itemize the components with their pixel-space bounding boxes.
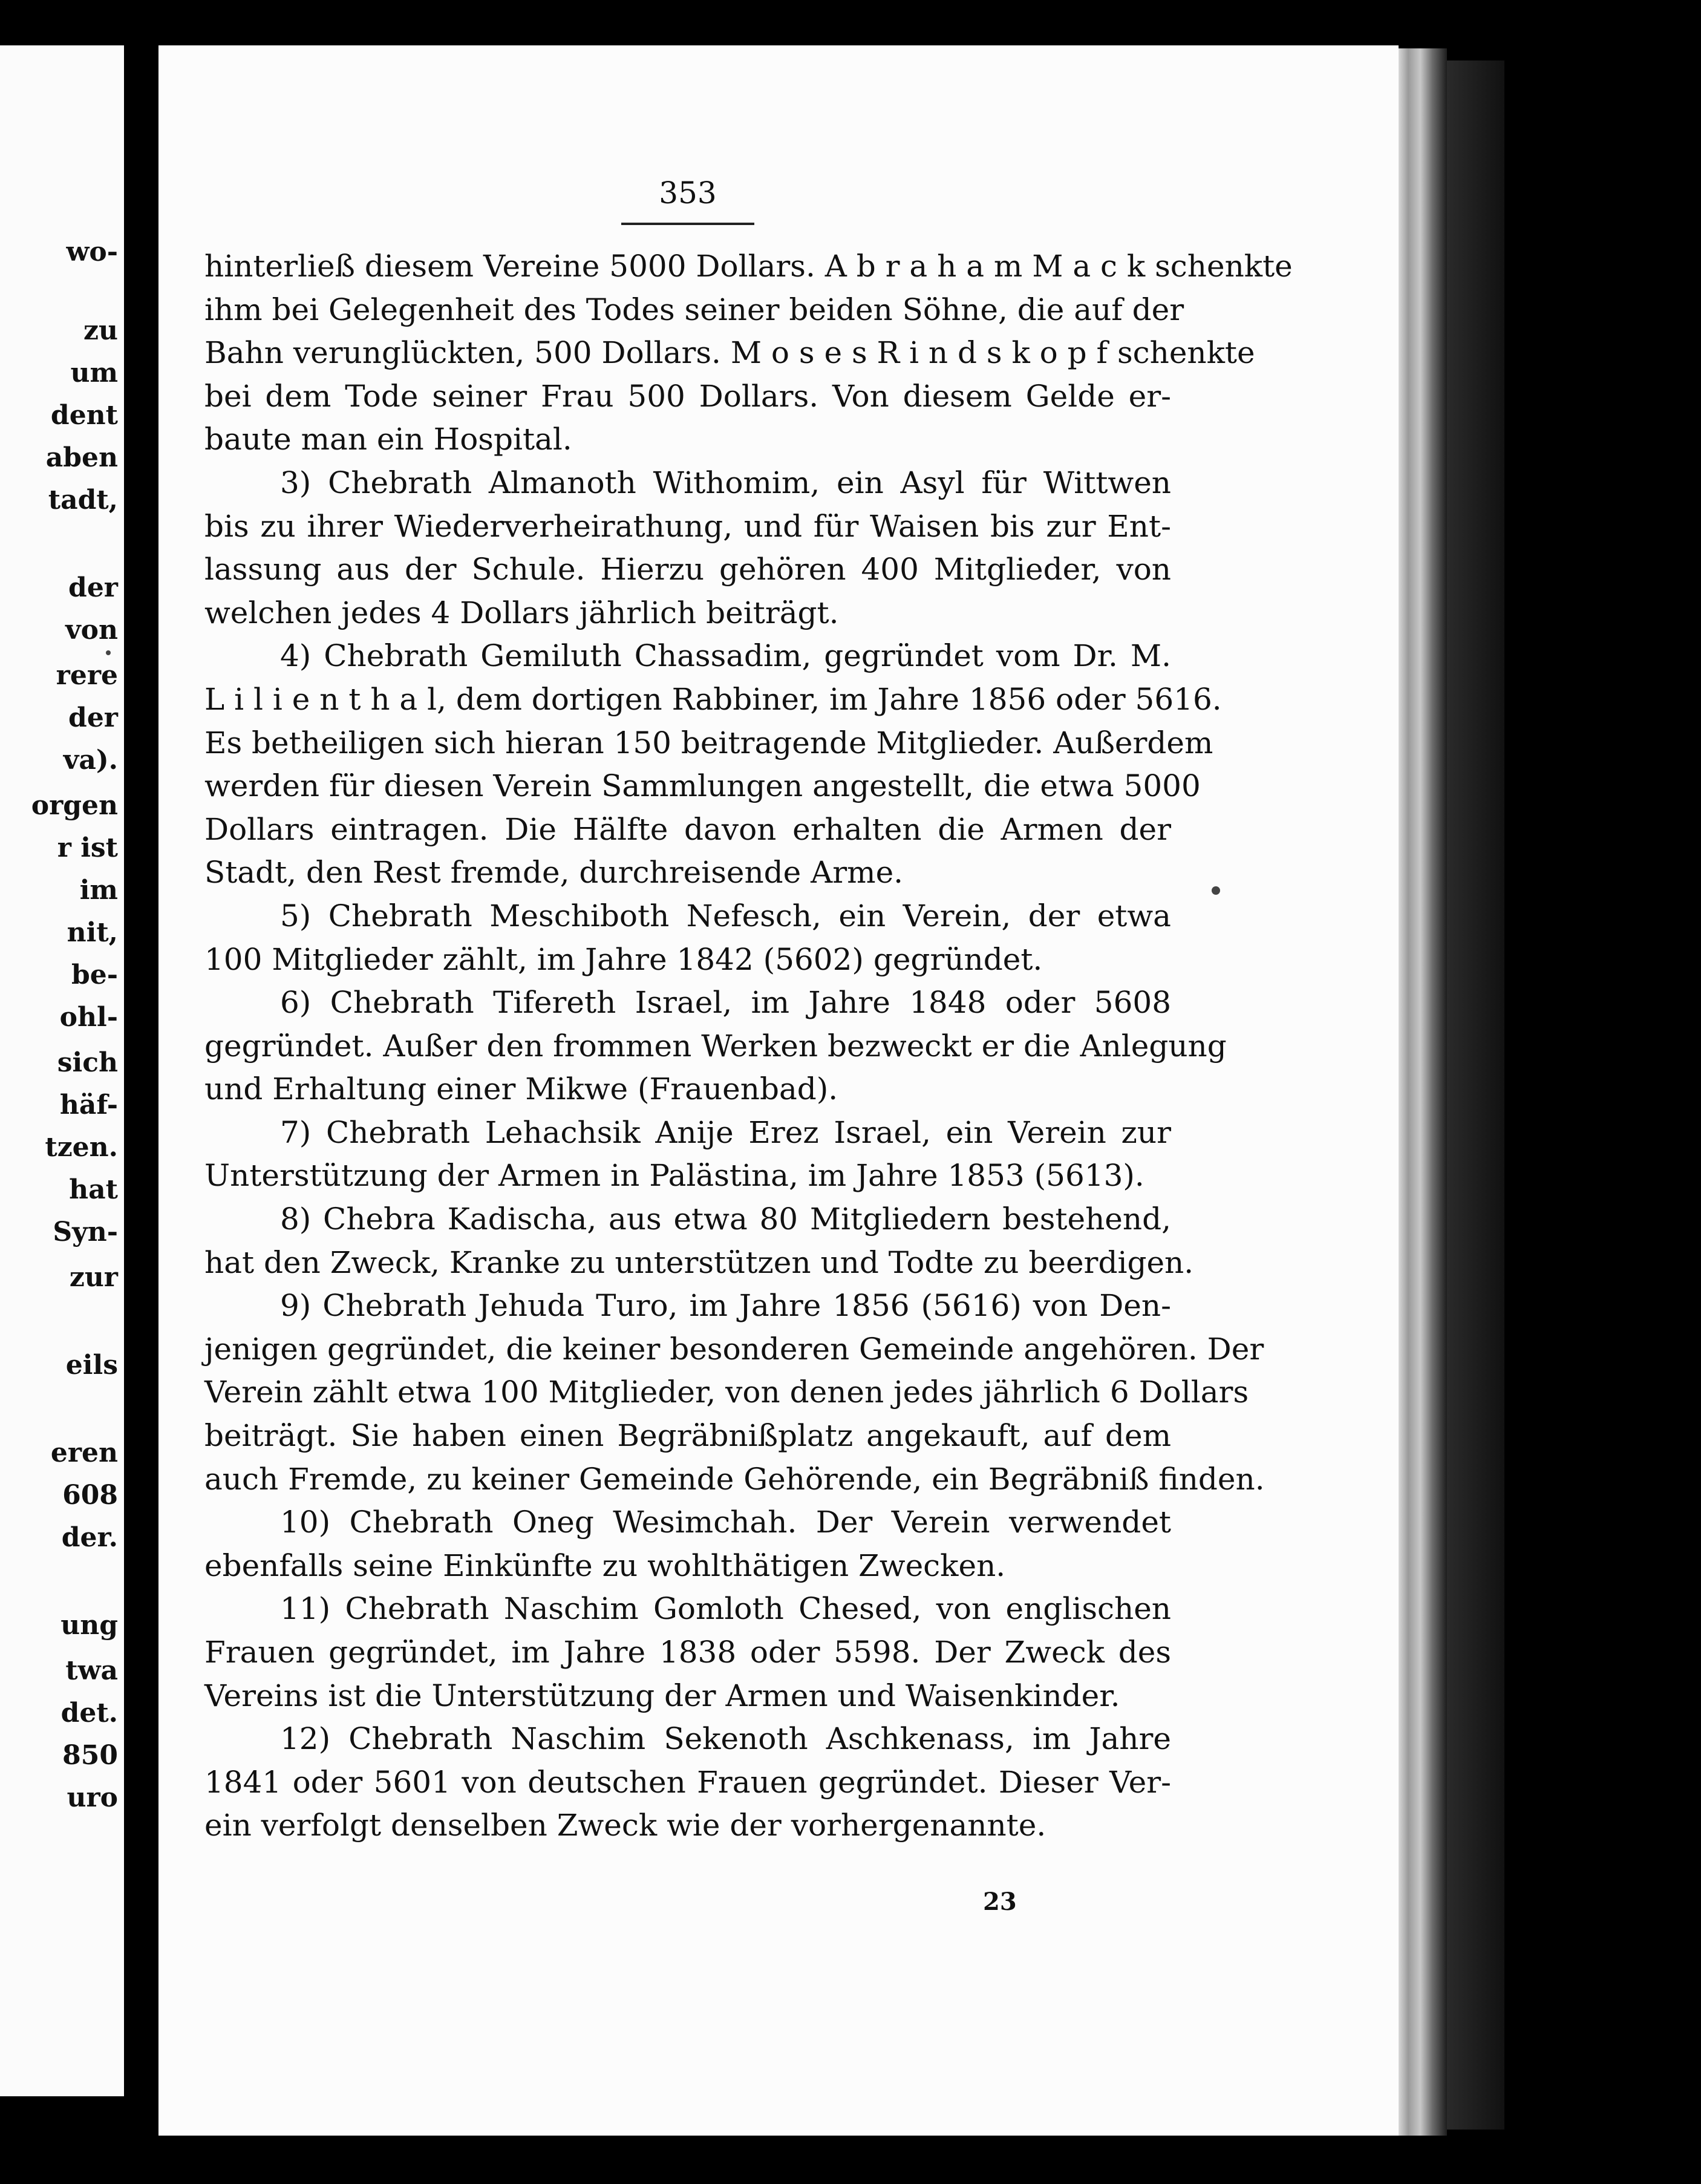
text-line: beiträgt. Sie haben einen Begräbnißplatz angekauft, auf dem	[204, 1418, 1171, 1454]
left-page-text: eils	[65, 1350, 118, 1381]
text-line: lassung aus der Schule. Hierzu gehören 400 Mitglieder, von	[204, 552, 1171, 587]
text-line: 8) Chebra Kadischa, aus etwa 80 Mitgliedern bestehend,	[280, 1202, 1171, 1237]
text-line: gegründet. Außer den frommen Werken bezweckt er die Anlegung	[204, 1028, 1227, 1064]
left-page-text: häf-	[59, 1090, 118, 1120]
text-line: Dollars eintragen. Die Hälfte davon erhalten die Armen der	[204, 811, 1171, 847]
left-page-text: zur	[69, 1262, 118, 1293]
left-page-text: be-	[71, 960, 118, 990]
left-page-fragment	[0, 45, 124, 2096]
speck	[106, 650, 111, 655]
signature-mark: 23	[983, 1888, 1017, 1916]
left-page-text: von	[65, 615, 118, 646]
text-line: baute man ein Hospital.	[204, 422, 572, 457]
text-line: hat den Zweck, Kranke zu unterstützen und Todte zu beerdigen.	[204, 1244, 1194, 1280]
text-line: Es betheiligen sich hieran 150 beitragende Mitglieder. Außerdem	[204, 725, 1213, 760]
text-line: 1841 oder 5601 von deutschen Frauen gegründet. Dieser Ver-	[204, 1764, 1171, 1800]
text-line: bis zu ihrer Wiederverheirathung, und für Waisen bis zur Ent-	[204, 508, 1171, 544]
left-page-text: r ist	[57, 832, 118, 863]
left-page-text: Syn-	[53, 1217, 118, 1247]
left-page-text: uro	[67, 1782, 118, 1813]
text-line: Stadt, den Rest fremde, durchreisende Arme.	[204, 855, 904, 891]
left-page-text: nit,	[67, 917, 118, 948]
text-line: 5) Chebrath Meschiboth Nefesch, ein Verein, der etwa	[280, 898, 1171, 933]
left-page-text: 608	[62, 1480, 118, 1511]
text-line: jenigen gegründet, die keiner besonderen Gemeinde angehören. Der	[204, 1331, 1264, 1367]
speck	[1212, 886, 1220, 895]
left-page-text: twa	[65, 1655, 118, 1686]
left-page-text: ung	[60, 1610, 118, 1641]
left-page-text: der.	[61, 1522, 118, 1553]
text-line: ein verfolgt denselben Zweck wie der vorhergenannte.	[204, 1808, 1046, 1843]
text-line: werden für diesen Verein Sammlungen angestellt, die etwa 5000	[204, 768, 1201, 804]
left-page-text: um	[70, 358, 118, 388]
left-page-text: hat	[69, 1174, 118, 1205]
left-page-text: der	[68, 572, 118, 603]
text-line: L i l i e n t h a l, dem dortigen Rabbiner, im Jahre 1856 oder 5616.	[204, 681, 1222, 717]
text-line: hinterließ diesem Vereine 5000 Dollars. A b r a h a m M a c k schenkte	[204, 249, 1293, 284]
text-line: 3) Chebrath Almanoth Withomim, ein Asyl für Wittwen	[280, 465, 1171, 500]
text-line: ebenfalls seine Einkünfte zu wohlthätigen Zwecken.	[204, 1548, 1006, 1583]
text-line: auch Fremde, zu keiner Gemeinde Gehörende, ein Begräbniß finden.	[204, 1461, 1265, 1497]
left-page-text: dent	[50, 400, 118, 431]
text-line: 10) Chebrath Oneg Wesimchah. Der Verein verwendet	[280, 1505, 1171, 1540]
text-line: 11) Chebrath Naschim Gomloth Chesed, von englischen	[280, 1591, 1171, 1627]
text-line: und Erhaltung einer Mikwe (Frauenbad).	[204, 1071, 838, 1107]
text-line: Frauen gegründet, im Jahre 1838 oder 5598. Der Zweck des	[204, 1635, 1171, 1670]
text-line: 4) Chebrath Gemiluth Chassadim, gegründet vom Dr. M.	[280, 638, 1171, 674]
book-edge	[1447, 60, 1504, 2130]
left-page-text: ohl-	[59, 1002, 118, 1033]
text-line: Vereins ist die Unterstützung der Armen und Waisenkinder.	[204, 1678, 1120, 1713]
left-page-text: wo-	[66, 237, 118, 267]
left-page-text: 850	[62, 1740, 118, 1771]
left-page-text: tzen.	[45, 1132, 118, 1163]
text-line: Bahn verunglückten, 500 Dollars. M o s e s R i n d s k o p f schenkte	[204, 335, 1255, 371]
body-text	[204, 245, 1293, 1848]
page-number: 353	[659, 175, 717, 211]
page-edge	[1399, 48, 1447, 2136]
left-page-text: orgen	[31, 790, 118, 821]
left-page-text: aben	[45, 442, 118, 473]
left-page-text: zu	[83, 315, 118, 346]
text-line: bei dem Tode seiner Frau 500 Dollars. Von diesem Gelde er-	[204, 378, 1171, 414]
left-page-text: rere	[56, 660, 118, 691]
text-line: 100 Mitglieder zählt, im Jahre 1842 (5602) gegründet.	[204, 941, 1043, 977]
text-line: 12) Chebrath Naschim Sekenoth Aschkenass, im Jahre	[280, 1721, 1171, 1757]
text-line: Verein zählt etwa 100 Mitglieder, von denen jedes jährlich 6 Dollars	[204, 1375, 1249, 1410]
left-page-text: va).	[63, 745, 118, 776]
text-line: ihm bei Gelegenheit des Todes seiner beiden Söhne, die auf der	[204, 292, 1184, 327]
left-page-text: eren	[50, 1437, 118, 1468]
left-page-text: im	[79, 875, 118, 906]
text-line: 6) Chebrath Tifereth Israel, im Jahre 1848 oder 5608	[280, 985, 1171, 1021]
text-line: 9) Chebrath Jehuda Turo, im Jahre 1856 (5616) von Den-	[280, 1288, 1171, 1324]
page-number-rule	[621, 223, 754, 225]
text-line: 7) Chebrath Lehachsik Anije Erez Israel, ein Verein zur	[280, 1114, 1171, 1150]
left-page-text: det.	[60, 1698, 118, 1728]
left-page-text: der	[68, 702, 118, 733]
text-line: Unterstützung der Armen in Palästina, im Jahre 1853 (5613).	[204, 1158, 1144, 1194]
left-page-text: sich	[57, 1047, 118, 1078]
left-page-text: tadt,	[48, 485, 118, 515]
text-line: welchen jedes 4 Dollars jährlich beiträgt.	[204, 595, 839, 630]
